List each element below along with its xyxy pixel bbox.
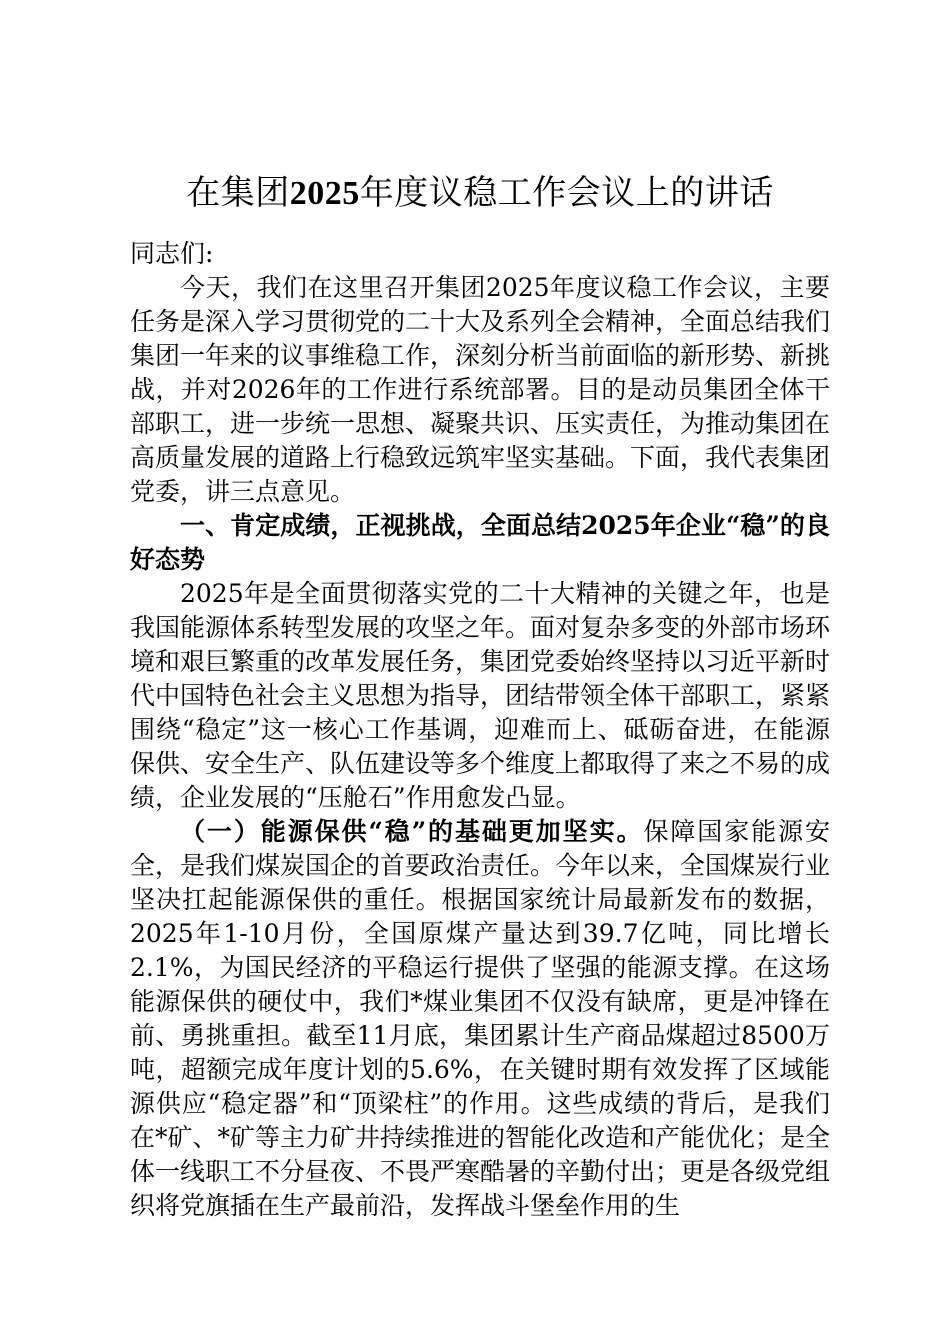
subsection-heading-1: （一）能源保供“稳”的基础更加坚实。 <box>180 817 644 846</box>
intro-paragraph: 今天，我们在这里召开集团2025年度议稳工作会议，主要任务是深入学习贯彻党的二十大及系列全会精神，全面总结我们集团一年来的议事维稳工作，深刻分析当前面临的新形势、新挑战，并对2026年的工作进行系统部署。目的是动员集团全体干部职工，进一步统一思想、凝聚共识、压实责任，为推动集团在高质量发展的道路上行稳致远筑牢坚实基础。下面，我代表集团党委，讲三点意见。 <box>130 273 831 506</box>
document-page <box>130 160 830 1223</box>
section-heading-1: 一、肯定成绩，正视挑战，全面总结2025年企业“稳”的良好态势 <box>130 511 830 574</box>
subsection-1-body: 保障国家能源安全，是我们煤炭国企的首要政治责任。今年以来，全国煤炭行业坚决扛起能源保供的重任。根据国家统计局最新发布的数据，2025年1-10月份，全国原煤产量达到39.7亿吨，同比增长2.1%，为国民经济的平稳运行提供了坚强的能源支撑。在这场能源保供的硬仗中，我们*煤业集团不仅没有缺席，更是冲锋在前、勇挑重担。截至11月底，集团累计生产商品煤超过8500万吨，超额完成年度计划的5.6%，在关键时期有效发挥了区域能源供应“稳定器”和“顶梁柱”的作用。这些成绩的背后，是我们在*矿、*矿等主力矿井持续推进的智能化改造和产能优化；是全体一线职工不分昼夜、不畏严寒酷暑的辛勤付出；更是各级党组织将党旗插在生产最前沿，发挥战斗堡垒作用的生 <box>130 817 831 1220</box>
title-year: 2025 <box>289 175 360 212</box>
title-suffix: 年度议稳工作会议上的讲话 <box>359 173 774 213</box>
subsection-1-paragraph <box>130 815 830 1223</box>
section-1-paragraph: 2025年是全面贯彻落实党的二十大精神的关键之年，也是我国能源体系转型发展的攻坚之年。面对复杂多变的外部市场环境和艰巨繁重的改革发展任务，集团党委始终坚持以习近平新时代中国特色社会主义思想为指导，团结带领全体干部职工，紧紧围绕“稳定”这一核心工作基调，迎难而上、砥砺奋进，在能源保供、安全生产、队伍建设等多个维度上都取得了来之不易的成绩，企业发展的“压舱石”作用愈发凸显。 <box>130 579 831 812</box>
greeting: 同志们: <box>130 239 214 268</box>
document-title <box>130 170 830 217</box>
title-prefix: 在集团 <box>186 173 290 213</box>
